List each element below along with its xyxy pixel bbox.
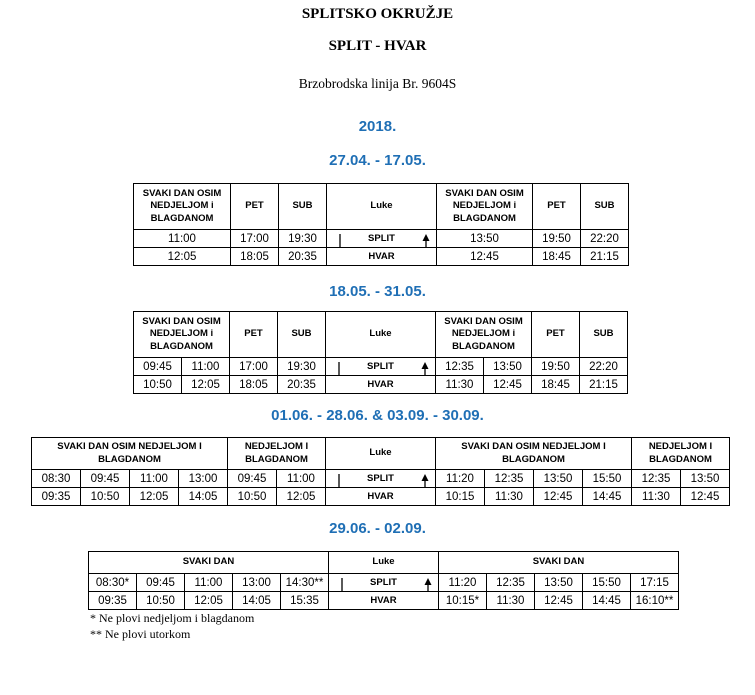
col-header: SVAKI DAN OSIM NEDJELJOM I BLAGDANOM — [436, 438, 632, 470]
arrival-time: 19:50 — [533, 230, 581, 248]
departure-time: 11:00 — [130, 470, 179, 488]
departure-time: 17:00 — [230, 358, 278, 376]
departure-time: 11:00 — [277, 470, 326, 488]
arrival-time: 09:35 — [89, 592, 137, 610]
departure-time: 10:15* — [439, 592, 487, 610]
arrival-time: 09:35 — [32, 488, 81, 506]
col-header: PET — [533, 184, 581, 230]
departure-time: 11:00 — [134, 230, 231, 248]
arrival-time: 13:50 — [534, 470, 583, 488]
arrival-time: 15:50 — [583, 470, 632, 488]
footnote: ** Ne plovi utorkom — [90, 627, 191, 641]
arrival-time: 10:50 — [137, 592, 185, 610]
region-title: SPLITSKO OKRUŽJE — [301, 6, 454, 22]
timetable — [133, 183, 629, 266]
period-heading: 27.04. - 17.05. — [329, 152, 426, 169]
port-hvar — [326, 376, 436, 394]
departure-time: 21:15 — [580, 376, 628, 394]
departure-time: 17:00 — [231, 230, 279, 248]
departure-time: 12:45 — [681, 488, 730, 506]
port-label: HVAR — [367, 378, 394, 390]
arrow-down-icon — [334, 472, 344, 488]
route-title: SPLIT - HVAR — [328, 38, 427, 54]
col-header: SVAKI DAN OSIM NEDJELJOM i BLAGDANOM — [437, 184, 533, 230]
arrival-time: 18:05 — [231, 248, 279, 266]
arrival-time: 12:35 — [485, 470, 534, 488]
port-split — [326, 358, 436, 376]
ports-header: Luke — [329, 552, 439, 574]
period-heading: 29.06. - 02.09. — [329, 520, 426, 537]
col-header: PET — [230, 312, 278, 358]
departure-time: 13:00 — [179, 470, 228, 488]
arrival-time: 12:35 — [436, 358, 484, 376]
col-header: SUB — [580, 312, 628, 358]
arrival-time: 18:05 — [230, 376, 278, 394]
arrival-time: 12:35 — [632, 470, 681, 488]
col-header: PET — [532, 312, 580, 358]
arrow-up-icon — [421, 232, 431, 248]
port-label: HVAR — [367, 490, 394, 502]
port-split — [326, 470, 436, 488]
arrival-time: 17:15 — [631, 574, 679, 592]
arrival-time: 22:20 — [580, 358, 628, 376]
col-header: SUB — [581, 184, 629, 230]
arrow-down-icon — [337, 576, 347, 592]
port-hvar — [326, 488, 436, 506]
arrival-time: 19:50 — [532, 358, 580, 376]
arrival-time: 13:50 — [535, 574, 583, 592]
arrival-time: 12:05 — [182, 376, 230, 394]
arrow-up-icon — [420, 472, 430, 488]
arrival-time: 11:20 — [439, 574, 487, 592]
departure-time: 11:00 — [182, 358, 230, 376]
port-split — [329, 574, 439, 592]
period-heading: 01.06. - 28.06. & 03.09. - 30.09. — [271, 407, 484, 424]
port-label: SPLIT — [368, 232, 395, 244]
departure-time: 21:15 — [581, 248, 629, 266]
col-header: SUB — [279, 184, 327, 230]
departure-time: 11:30 — [487, 592, 535, 610]
departure-time: 14:30** — [281, 574, 329, 592]
arrival-time: 20:35 — [279, 248, 327, 266]
departure-time: 11:30 — [485, 488, 534, 506]
timetable — [88, 551, 679, 610]
port-label: SPLIT — [367, 472, 394, 484]
ports-header: Luke — [326, 438, 436, 470]
footnote: * Ne plovi nedjeljom i blagdanom — [90, 611, 255, 625]
departure-time: 19:30 — [278, 358, 326, 376]
period-heading: 18.05. - 31.05. — [329, 283, 426, 300]
arrival-time: 12:05 — [185, 592, 233, 610]
departure-time: 08:30 — [32, 470, 81, 488]
port-label: HVAR — [370, 594, 397, 606]
arrival-time: 12:05 — [134, 248, 231, 266]
departure-time: 16:10** — [631, 592, 679, 610]
departure-time: 09:45 — [81, 470, 130, 488]
timetable — [31, 437, 730, 506]
departure-time: 14:45 — [583, 592, 631, 610]
ports-header: Luke — [326, 312, 436, 358]
departure-time: 14:45 — [583, 488, 632, 506]
departure-time: 12:45 — [484, 376, 532, 394]
departure-time: 08:30* — [89, 574, 137, 592]
col-header: SUB — [278, 312, 326, 358]
arrival-time: 14:05 — [233, 592, 281, 610]
departure-time: 12:45 — [437, 248, 533, 266]
arrival-time: 13:50 — [484, 358, 532, 376]
port-label: SPLIT — [367, 360, 394, 372]
departure-time: 13:00 — [233, 574, 281, 592]
col-header: SVAKI DAN OSIM NEDJELJOM i BLAGDANOM — [134, 312, 230, 358]
col-header: SVAKI DAN — [439, 552, 679, 574]
arrow-down-icon — [334, 360, 344, 376]
col-header: PET — [231, 184, 279, 230]
departure-time: 09:45 — [134, 358, 182, 376]
arrival-time: 10:50 — [228, 488, 277, 506]
arrival-time: 22:20 — [581, 230, 629, 248]
year-heading: 2018. — [358, 118, 397, 135]
arrival-time: 13:50 — [681, 470, 730, 488]
arrow-up-icon — [420, 360, 430, 376]
departure-time: 11:30 — [436, 376, 484, 394]
col-header: SVAKI DAN OSIM NEDJELJOM i BLAGDANOM — [134, 184, 231, 230]
departure-time: 10:15 — [436, 488, 485, 506]
arrival-time: 10:50 — [134, 376, 182, 394]
departure-time: 11:00 — [185, 574, 233, 592]
col-header: SVAKI DAN OSIM NEDJELJOM i BLAGDANOM — [436, 312, 532, 358]
arrival-time: 12:35 — [487, 574, 535, 592]
col-header: SVAKI DAN OSIM NEDJELJOM I BLAGDANOM — [32, 438, 228, 470]
departure-time: 09:45 — [228, 470, 277, 488]
departure-time: 09:45 — [137, 574, 185, 592]
departure-time: 19:30 — [279, 230, 327, 248]
ports-header: Luke — [327, 184, 437, 230]
departure-time: 12:45 — [534, 488, 583, 506]
arrival-time: 14:05 — [179, 488, 228, 506]
col-header: NEDJELJOM I BLAGDANOM — [632, 438, 730, 470]
arrival-time: 12:05 — [277, 488, 326, 506]
arrow-up-icon — [423, 576, 433, 592]
port-hvar — [329, 592, 439, 610]
departure-time: 18:45 — [532, 376, 580, 394]
arrival-time: 15:50 — [583, 574, 631, 592]
arrival-time: 20:35 — [278, 376, 326, 394]
departure-time: 12:45 — [535, 592, 583, 610]
port-label: HVAR — [368, 250, 395, 262]
line-number: Brzobrodska linija Br. 9604S — [298, 76, 457, 91]
arrival-time: 13:50 — [437, 230, 533, 248]
col-header: SVAKI DAN — [89, 552, 329, 574]
arrow-down-icon — [335, 232, 345, 248]
port-hvar — [327, 248, 437, 266]
col-header: NEDJELJOM I BLAGDANOM — [228, 438, 326, 470]
departure-time: 18:45 — [533, 248, 581, 266]
arrival-time: 11:20 — [436, 470, 485, 488]
arrival-time: 12:05 — [130, 488, 179, 506]
port-split — [327, 230, 437, 248]
arrival-time: 15:35 — [281, 592, 329, 610]
port-label: SPLIT — [370, 576, 397, 588]
arrival-time: 10:50 — [81, 488, 130, 506]
departure-time: 11:30 — [632, 488, 681, 506]
timetable — [133, 311, 628, 394]
